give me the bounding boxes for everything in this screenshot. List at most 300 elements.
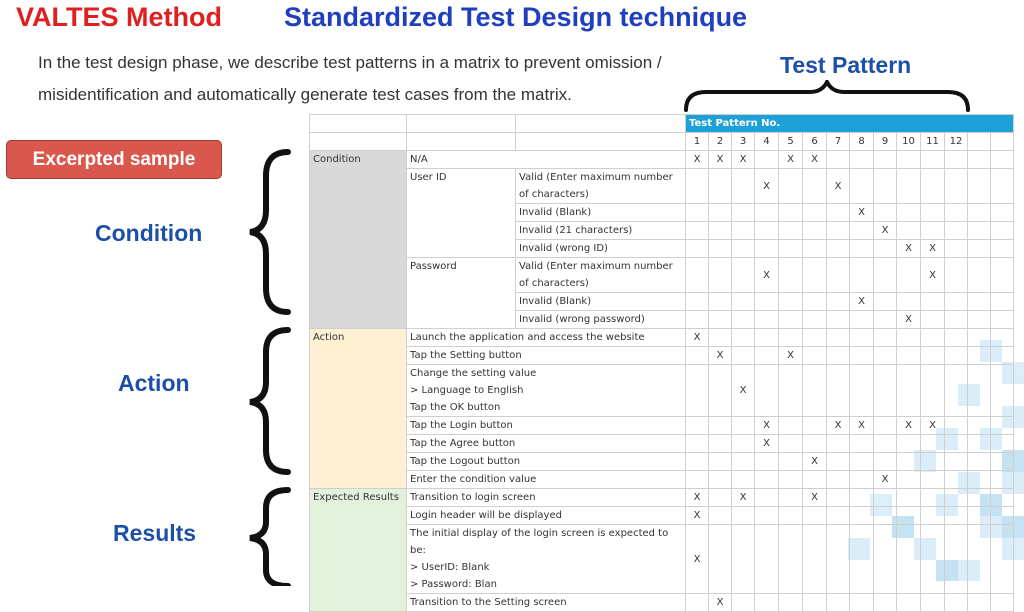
matrix-mark-cell <box>850 594 874 612</box>
matrix-mark-cell <box>732 329 755 347</box>
results-brace <box>244 486 294 586</box>
matrix-mark-cell <box>874 525 897 594</box>
matrix-mark: X <box>779 151 803 169</box>
matrix-mark-cell <box>945 471 968 489</box>
matrix-mark-cell <box>850 471 874 489</box>
matrix-mark: X <box>732 489 755 507</box>
condition-item: N/A <box>407 151 686 169</box>
matrix-mark-cell <box>755 365 779 417</box>
matrix-mark-cell <box>874 151 897 169</box>
matrix-mark-cell <box>850 435 874 453</box>
condition-label: Condition <box>95 220 203 246</box>
matrix-mark-cell <box>968 169 991 204</box>
matrix-mark-cell <box>755 453 779 471</box>
matrix-mark-cell <box>732 417 755 435</box>
matrix-mark-cell <box>874 329 897 347</box>
matrix-mark-cell <box>968 258 991 293</box>
matrix-mark-cell <box>874 365 897 417</box>
matrix-mark-cell <box>897 204 921 222</box>
matrix-mark-cell <box>709 417 732 435</box>
matrix-mark-cell <box>803 258 827 293</box>
matrix-mark-cell <box>803 347 827 365</box>
matrix-mark-cell <box>945 258 968 293</box>
matrix-mark: X <box>921 258 945 293</box>
matrix-mark-cell <box>803 329 827 347</box>
matrix-mark-cell <box>779 507 803 525</box>
matrix-mark-cell <box>897 525 921 594</box>
blank-header-cell <box>310 133 407 151</box>
pattern-number <box>991 133 1014 151</box>
test-pattern-brace <box>684 80 970 114</box>
matrix-mark-cell <box>968 525 991 594</box>
matrix-mark-cell <box>779 417 803 435</box>
condition-detail: Invalid (Blank) <box>516 204 686 222</box>
matrix-mark-cell <box>897 222 921 240</box>
matrix-mark-cell <box>968 329 991 347</box>
matrix-mark-cell <box>968 222 991 240</box>
table-row <box>310 507 1014 525</box>
matrix-mark: X <box>874 471 897 489</box>
matrix-mark-cell <box>827 453 850 471</box>
matrix-mark-cell <box>968 293 991 311</box>
matrix-mark-cell <box>827 222 850 240</box>
matrix-mark-cell <box>968 453 991 471</box>
matrix-mark-cell <box>991 471 1014 489</box>
matrix-mark: X <box>755 258 779 293</box>
matrix-mark: X <box>686 507 709 525</box>
matrix-mark-cell <box>827 525 850 594</box>
matrix-mark-cell <box>850 258 874 293</box>
matrix-mark-cell <box>945 489 968 507</box>
matrix-mark-cell <box>921 347 945 365</box>
matrix-mark-cell <box>686 365 709 417</box>
pattern-number: 10 <box>897 133 921 151</box>
matrix-mark-cell <box>732 222 755 240</box>
matrix-mark-cell <box>897 169 921 204</box>
matrix-number-row <box>310 133 1014 151</box>
matrix-mark-cell <box>968 471 991 489</box>
matrix-mark-cell <box>779 222 803 240</box>
matrix-mark-cell <box>945 417 968 435</box>
matrix-mark-cell <box>803 435 827 453</box>
matrix-mark-cell <box>945 525 968 594</box>
matrix-mark-cell <box>968 151 991 169</box>
matrix-mark-cell <box>968 311 991 329</box>
matrix-mark-cell <box>991 258 1014 293</box>
matrix-mark-cell <box>827 507 850 525</box>
action-text: Tap the Agree button <box>407 435 686 453</box>
condition-detail: Invalid (wrong password) <box>516 311 686 329</box>
matrix-mark-cell <box>732 347 755 365</box>
condition-detail: Valid (Enter maximum number of characters) <box>516 169 686 204</box>
matrix-mark-cell <box>991 204 1014 222</box>
matrix-mark-cell <box>827 435 850 453</box>
matrix-mark-cell <box>686 258 709 293</box>
matrix-mark-cell <box>803 293 827 311</box>
intro-line-2: misidentification and automatically generate test cases from the matrix. <box>38 85 572 104</box>
matrix-mark-cell <box>945 204 968 222</box>
matrix-mark-cell <box>921 594 945 612</box>
matrix-mark-cell <box>850 311 874 329</box>
matrix-mark-cell <box>732 525 755 594</box>
matrix-mark-cell <box>874 293 897 311</box>
matrix-mark-cell <box>709 507 732 525</box>
matrix-mark-cell <box>732 453 755 471</box>
matrix-mark-cell <box>709 240 732 258</box>
matrix-mark-cell <box>874 204 897 222</box>
matrix-mark-cell <box>945 329 968 347</box>
matrix-mark-cell <box>755 222 779 240</box>
matrix-mark-cell <box>779 169 803 204</box>
matrix-mark-cell <box>921 151 945 169</box>
matrix-mark-cell <box>945 222 968 240</box>
matrix-mark-cell <box>755 240 779 258</box>
test-pattern-label: Test Pattern <box>780 52 912 78</box>
matrix-mark: X <box>827 417 850 435</box>
matrix-mark-cell <box>779 329 803 347</box>
table-row <box>310 489 1014 507</box>
matrix-mark-cell <box>874 240 897 258</box>
matrix-mark-cell <box>827 347 850 365</box>
pattern-number: 4 <box>755 133 779 151</box>
matrix-mark-cell <box>968 417 991 435</box>
matrix-mark-cell <box>945 311 968 329</box>
matrix-mark-cell <box>921 435 945 453</box>
matrix-mark-cell <box>827 258 850 293</box>
action-text: Launch the application and access the website <box>407 329 686 347</box>
expected-result-text: Transition to login screen <box>407 489 686 507</box>
table-row <box>310 525 1014 594</box>
matrix-mark: X <box>897 311 921 329</box>
section-label: Action <box>310 329 407 489</box>
section-label: Condition <box>310 151 407 329</box>
matrix-mark-cell <box>755 311 779 329</box>
matrix-mark-cell <box>897 435 921 453</box>
matrix-mark: X <box>921 240 945 258</box>
matrix-mark-cell <box>779 453 803 471</box>
pattern-number: 3 <box>732 133 755 151</box>
matrix-mark-cell <box>803 240 827 258</box>
matrix-mark-cell <box>803 507 827 525</box>
matrix-mark-cell <box>686 240 709 258</box>
matrix-mark-cell <box>803 311 827 329</box>
matrix-mark-cell <box>921 293 945 311</box>
matrix-mark: X <box>686 489 709 507</box>
matrix-mark-cell <box>897 489 921 507</box>
matrix-mark-cell <box>897 453 921 471</box>
matrix-mark-cell <box>874 347 897 365</box>
table-row <box>310 169 1014 204</box>
action-text: Enter the condition value <box>407 471 686 489</box>
matrix-mark-cell <box>968 365 991 417</box>
matrix-mark: X <box>874 222 897 240</box>
matrix-mark: X <box>803 453 827 471</box>
matrix-mark-cell <box>991 435 1014 453</box>
matrix-mark-cell <box>968 594 991 612</box>
pattern-number: 2 <box>709 133 732 151</box>
matrix-mark-cell <box>850 365 874 417</box>
matrix-mark-cell <box>732 507 755 525</box>
matrix-mark-cell <box>732 258 755 293</box>
condition-detail: Valid (Enter maximum number of characters) <box>516 258 686 293</box>
matrix-mark-cell <box>732 240 755 258</box>
expected-result-text: The initial display of the login screen is expected to be: > UserID: Blank > Password: Blan <box>407 525 686 594</box>
blank-header-cell <box>407 115 516 133</box>
matrix-mark-cell <box>850 240 874 258</box>
matrix-mark-cell <box>968 240 991 258</box>
matrix-mark-cell <box>968 489 991 507</box>
matrix-mark-cell <box>803 471 827 489</box>
matrix-mark-cell <box>991 347 1014 365</box>
matrix-mark: X <box>897 240 921 258</box>
expected-result-text: Login header will be displayed <box>407 507 686 525</box>
matrix-mark-cell <box>827 471 850 489</box>
matrix-mark-cell <box>779 471 803 489</box>
condition-detail: Invalid (Blank) <box>516 293 686 311</box>
matrix-mark: X <box>709 347 732 365</box>
matrix-mark-cell <box>921 471 945 489</box>
matrix-mark-cell <box>686 204 709 222</box>
excerpted-sample-badge: Excerpted sample <box>6 140 222 179</box>
matrix-mark-cell <box>897 347 921 365</box>
matrix-mark-cell <box>779 525 803 594</box>
expected-result-text: Transition to the Setting screen <box>407 594 686 612</box>
matrix-mark: X <box>755 417 779 435</box>
matrix-mark-cell <box>827 240 850 258</box>
pattern-number: 6 <box>803 133 827 151</box>
matrix-mark-cell <box>874 489 897 507</box>
matrix-mark: X <box>686 329 709 347</box>
matrix-mark-cell <box>709 471 732 489</box>
condition-brace <box>244 148 294 316</box>
matrix-mark-cell <box>991 311 1014 329</box>
matrix-mark-cell <box>897 329 921 347</box>
matrix-mark-cell <box>921 169 945 204</box>
matrix-mark-cell <box>803 525 827 594</box>
matrix-mark-cell <box>755 507 779 525</box>
matrix-mark-cell <box>803 417 827 435</box>
matrix-mark-cell <box>874 594 897 612</box>
matrix-mark-cell <box>921 525 945 594</box>
matrix-mark-cell <box>874 417 897 435</box>
matrix-mark-cell <box>709 435 732 453</box>
matrix-mark-cell <box>991 151 1014 169</box>
action-text: Change the setting value > Language to English Tap the OK button <box>407 365 686 417</box>
matrix-mark: X <box>709 594 732 612</box>
matrix-mark-cell <box>686 311 709 329</box>
table-row <box>310 435 1014 453</box>
matrix-mark-cell <box>686 222 709 240</box>
matrix-mark-cell <box>779 258 803 293</box>
matrix-mark-cell <box>803 365 827 417</box>
matrix-mark-cell <box>755 347 779 365</box>
matrix-mark-cell <box>709 169 732 204</box>
matrix-mark-cell <box>968 347 991 365</box>
matrix-mark-cell <box>850 489 874 507</box>
matrix-mark-cell <box>686 471 709 489</box>
matrix-mark-cell <box>827 293 850 311</box>
matrix-mark: X <box>897 417 921 435</box>
matrix-mark: X <box>850 293 874 311</box>
matrix-mark-cell <box>850 329 874 347</box>
matrix-mark: X <box>755 435 779 453</box>
matrix-mark-cell <box>850 347 874 365</box>
matrix-mark-cell <box>945 507 968 525</box>
matrix-mark-cell <box>874 435 897 453</box>
results-label: Results <box>113 520 197 546</box>
matrix-mark-cell <box>945 151 968 169</box>
pattern-number: 9 <box>874 133 897 151</box>
matrix-mark-cell <box>945 435 968 453</box>
matrix-mark-cell <box>827 151 850 169</box>
table-row <box>310 258 1014 293</box>
matrix-mark-cell <box>945 347 968 365</box>
test-matrix-table <box>309 114 1014 612</box>
intro-text <box>38 47 758 111</box>
matrix-mark-cell <box>732 169 755 204</box>
matrix-mark: X <box>686 525 709 594</box>
pattern-number: 7 <box>827 133 850 151</box>
matrix-mark-cell <box>897 594 921 612</box>
matrix-mark-cell <box>779 293 803 311</box>
test-pattern-header: Test Pattern No. <box>686 115 1014 133</box>
matrix-mark-cell <box>779 435 803 453</box>
matrix-mark-cell <box>991 507 1014 525</box>
matrix-mark-cell <box>991 222 1014 240</box>
table-row <box>310 417 1014 435</box>
matrix-mark-cell <box>827 204 850 222</box>
matrix-mark-cell <box>803 169 827 204</box>
matrix-mark-cell <box>709 258 732 293</box>
matrix-mark-cell <box>803 204 827 222</box>
matrix-mark-cell <box>686 594 709 612</box>
matrix-mark: X <box>686 151 709 169</box>
matrix-mark-cell <box>732 311 755 329</box>
section-label: Expected Results <box>310 489 407 612</box>
matrix-mark-cell <box>968 507 991 525</box>
matrix-mark-cell <box>827 489 850 507</box>
matrix-mark-cell <box>991 525 1014 594</box>
action-brace <box>244 326 294 476</box>
matrix-mark-cell <box>968 435 991 453</box>
matrix-mark-cell <box>709 453 732 471</box>
table-row <box>310 594 1014 612</box>
matrix-mark-cell <box>779 204 803 222</box>
matrix-mark-cell <box>755 594 779 612</box>
brand-title: VALTES Method <box>16 2 222 32</box>
matrix-mark-cell <box>874 169 897 204</box>
matrix-mark: X <box>803 151 827 169</box>
matrix-mark-cell <box>803 222 827 240</box>
matrix-mark-cell <box>945 240 968 258</box>
matrix-mark: X <box>732 365 755 417</box>
matrix-mark-cell <box>991 365 1014 417</box>
matrix-mark-cell <box>850 525 874 594</box>
matrix-mark-cell <box>897 507 921 525</box>
matrix-mark-cell <box>897 293 921 311</box>
matrix-mark-cell <box>709 329 732 347</box>
blank-header-cell <box>407 133 516 151</box>
matrix-mark: X <box>827 169 850 204</box>
blank-header-cell <box>310 115 407 133</box>
matrix-mark-cell <box>991 329 1014 347</box>
matrix-mark-cell <box>732 594 755 612</box>
matrix-mark-cell <box>686 293 709 311</box>
matrix-mark-cell <box>686 435 709 453</box>
matrix-mark-cell <box>945 293 968 311</box>
pattern-number: 8 <box>850 133 874 151</box>
matrix-mark-cell <box>850 453 874 471</box>
matrix-mark: X <box>779 347 803 365</box>
matrix-mark: X <box>709 151 732 169</box>
matrix-mark-cell <box>874 507 897 525</box>
table-row <box>310 151 1014 169</box>
matrix-mark-cell <box>709 525 732 594</box>
matrix-mark-cell <box>921 311 945 329</box>
matrix-mark-cell <box>732 471 755 489</box>
matrix-mark-cell <box>827 594 850 612</box>
matrix-mark-cell <box>709 293 732 311</box>
matrix-mark-cell <box>921 507 945 525</box>
matrix-mark-cell <box>779 489 803 507</box>
matrix-mark-cell <box>779 311 803 329</box>
matrix-mark-cell <box>732 293 755 311</box>
matrix-mark: X <box>921 417 945 435</box>
matrix-mark-cell <box>779 594 803 612</box>
matrix-mark-cell <box>991 293 1014 311</box>
table-row <box>310 329 1014 347</box>
matrix-mark-cell <box>803 594 827 612</box>
matrix-mark-cell <box>709 222 732 240</box>
matrix-mark-cell <box>921 204 945 222</box>
matrix-mark-cell <box>897 258 921 293</box>
pattern-number: 1 <box>686 133 709 151</box>
matrix-mark: X <box>732 151 755 169</box>
matrix-mark-cell <box>686 169 709 204</box>
matrix-mark-cell <box>945 594 968 612</box>
table-row <box>310 453 1014 471</box>
pattern-number: 5 <box>779 133 803 151</box>
page-title: Standardized Test Design technique <box>284 2 748 32</box>
matrix-mark-cell <box>897 151 921 169</box>
matrix-mark-cell <box>686 417 709 435</box>
matrix-mark-cell <box>945 169 968 204</box>
pattern-number: 11 <box>921 133 945 151</box>
matrix-mark-cell <box>755 489 779 507</box>
matrix-mark-cell <box>874 258 897 293</box>
matrix-mark-cell <box>827 329 850 347</box>
action-text: Tap the Logout button <box>407 453 686 471</box>
condition-detail: Invalid (wrong ID) <box>516 240 686 258</box>
table-row <box>310 471 1014 489</box>
matrix-mark-cell <box>921 222 945 240</box>
matrix-mark-cell <box>945 365 968 417</box>
matrix-mark-cell <box>897 471 921 489</box>
matrix-mark-cell <box>945 453 968 471</box>
pattern-number <box>968 133 991 151</box>
matrix-mark-cell <box>921 329 945 347</box>
matrix-mark-cell <box>709 365 732 417</box>
table-row <box>310 365 1014 417</box>
matrix-mark: X <box>850 204 874 222</box>
matrix-mark-cell <box>827 311 850 329</box>
matrix-mark-cell <box>686 453 709 471</box>
matrix-mark-cell <box>850 507 874 525</box>
matrix-mark-cell <box>991 453 1014 471</box>
matrix-mark-cell <box>991 417 1014 435</box>
matrix-mark-cell <box>850 222 874 240</box>
matrix-mark-cell <box>874 311 897 329</box>
